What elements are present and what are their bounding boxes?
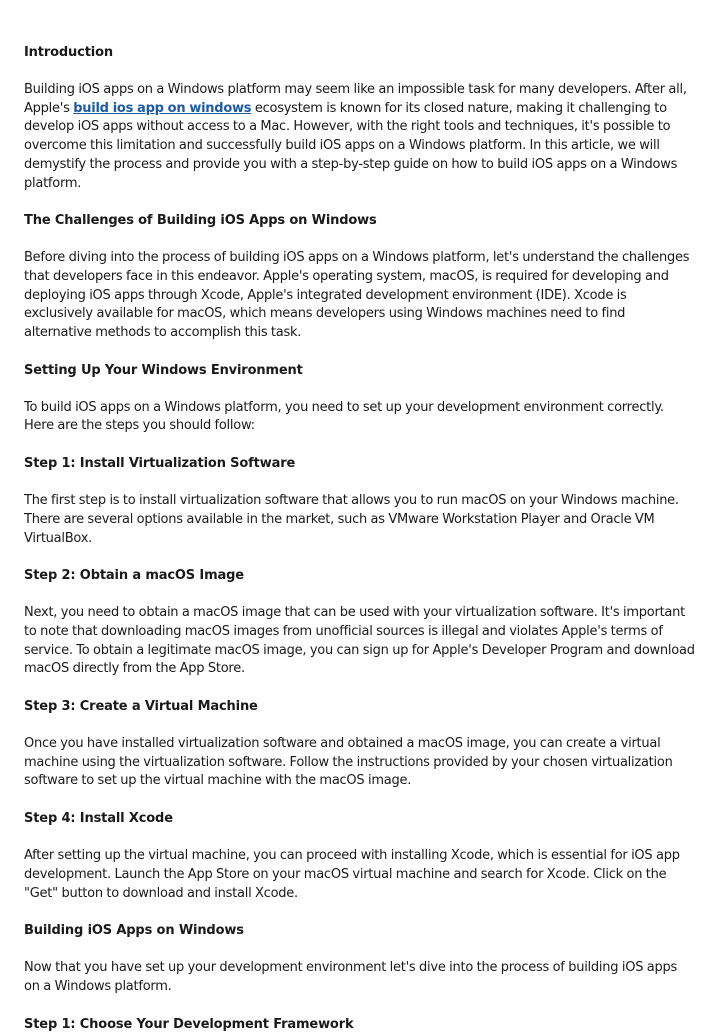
step1-heading: Step 1: Install Virtualization Software (24, 456, 296, 472)
step2-heading: Step 2: Obtain a macOS Image (24, 568, 244, 584)
step2-paragraph: Next, you need to obtain a macOS image that can be used with your virtualization software. It's important to note that downloading macOS images from unofficial sources is illegal and violates Apple's terms of service. To obtain a legitimate macOS image, you can sign up for Apple's Developer Program and download macOS directly from the App Store. (24, 605, 695, 677)
step4-heading: Step 4: Install Xcode (24, 811, 173, 827)
step3-heading: Step 3: Create a Virtual Machine (24, 699, 258, 715)
step4-paragraph: After setting up the virtual machine, you can proceed with installing Xcode, which is essential for iOS app development. Launch the App Store on your macOS virtual machine and search for Xcode. Click on the "Get" button to download and install Xcode. (24, 848, 680, 901)
challenges-heading: The Challenges of Building iOS Apps on Windows (24, 213, 377, 229)
step3-paragraph: Once you have installed virtualization software and obtained a macOS image, you can create a virtual machine using the virtualization software. Follow the instructions provided by your chosen virtualization software to set up the virtual machine with the macOS image. (24, 736, 673, 789)
introduction-heading: Introduction (24, 45, 113, 60)
introduction-paragraph (24, 81, 696, 193)
building-paragraph: Now that you have set up your development environment let's dive into the process of building iOS apps on a Windows platform. (24, 960, 678, 994)
intro-text-start: Building iOS apps on a Windows platform may seem like an impossible task for many developers. After all, Apple's (24, 82, 687, 116)
setup-paragraph: To build iOS apps on a Windows platform, you need to set up your development environment correctly. Here are the steps you should follow: (24, 399, 664, 434)
building-heading: Building iOS Apps on Windows (24, 923, 244, 939)
build-ios-app-on-windows-link[interactable]: build ios app on windows (73, 100, 252, 116)
choose-framework-heading: Step 1: Choose Your Development Framework (24, 1016, 354, 1032)
challenges-paragraph: Before diving into the process of building iOS apps on a Windows platform, let's understand the challenges that developers face in this endeavor. Apple's operating system, macOS, is required for developing and deploying iOS apps through Xcode, Apple's integrated development environment (IDE). Xcode is exclusively available for macOS, which means developers using Windows machines need to find alternative methods to accomplish this task. (24, 250, 690, 341)
step1-paragraph: The first step is to install virtualization software that allows you to run macOS on your Windows machine. There are several options available in the market, such as VMware Workstation Player and Oracle VM VirtualBox. (24, 493, 679, 546)
setup-heading: Setting Up Your Windows Environment (24, 362, 303, 378)
intro-text-end: ecosystem is known for its closed nature, making it challenging to develop iOS apps without access to a Mac. However, with the right tools and techniques, it's possible to overcome this limitation and successfully build iOS apps on a Windows platform. In this article, we will demystify the process and provide you with a step-by-step guide on how to build iOS apps on a Windows platform. (24, 100, 678, 191)
